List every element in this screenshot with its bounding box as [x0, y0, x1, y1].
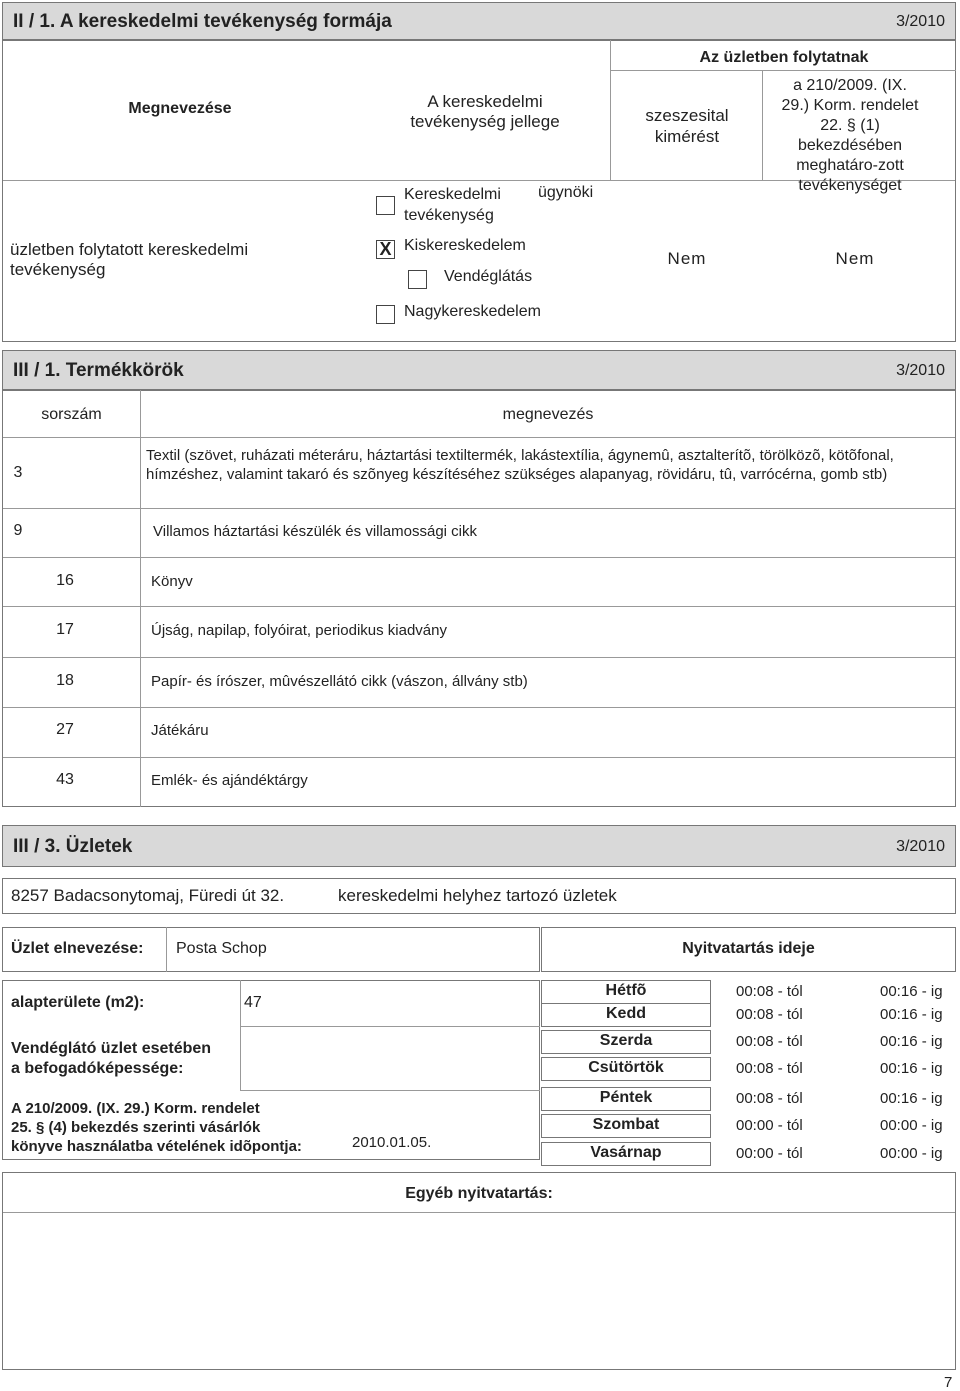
book-date: 2010.01.05. — [352, 1134, 432, 1151]
checkbox-commercial-agent[interactable] — [376, 196, 395, 215]
capacity-label: a befogadóképessége: — [11, 1060, 184, 1077]
hours-from: 00:08 - tól — [736, 1033, 803, 1050]
option-label-wholesale: Nagykereskedelem — [404, 303, 541, 320]
row-text: Játékáru — [151, 722, 209, 739]
row-text: Villamos háztartási készülék és villamossági cikk — [153, 523, 478, 540]
hours-day: Kedd — [606, 1005, 646, 1022]
section-header-product-groups — [2, 350, 956, 390]
header-name: Megnevezése — [128, 100, 232, 117]
hours-title: Nyitvatartás ideje — [682, 940, 815, 957]
hours-from: 00:08 - tól — [736, 1090, 803, 1107]
header-character: A kereskedelmi tevékenység jellege — [410, 92, 560, 131]
shop-name-label: Üzlet elnevezése: — [11, 940, 144, 957]
checkbox-hospitality[interactable] — [408, 270, 427, 289]
row-text: Textil (szövet, ruházati méteráru, háztartási textiltermék, lakástextília, ágynemû, asztalterítõ, törölközõ, kötõfonal, hímzéshez, valamint takaró és szõnyeg készítéséhez szükséges alapanyag, rövidáru, tû, varrócérna, gomb stb) — [146, 447, 894, 483]
book-label: 25. § (4) bekezdés szerinti vásárlók — [11, 1119, 261, 1136]
hours-from: 00:08 - tól — [736, 1006, 803, 1023]
book-label: könyve használatba vételének idõpontja: — [11, 1138, 302, 1155]
other-hours-label: Egyéb nyitvatartás: — [405, 1185, 553, 1202]
hours-day: Szerda — [599, 1032, 653, 1049]
section-year: 3/2010 — [896, 13, 945, 30]
hours-to: 00:16 - ig — [880, 983, 943, 1000]
section-title: III / 1. Termékkörök — [13, 360, 184, 381]
row-label-shop-activity: üzletben folytatott kereskedelmi tevékenység — [10, 240, 249, 279]
hours-from: 00:00 - tól — [736, 1117, 803, 1134]
hours-to: 00:16 - ig — [880, 1033, 943, 1050]
section-header-activity-form — [2, 2, 956, 40]
section-year: 3/2010 — [896, 838, 945, 855]
hours-day: Vasárnap — [590, 1144, 662, 1161]
option-suffix-agent: ügynöki — [538, 184, 594, 201]
header-shop-carried-out: Az üzletben folytatnak — [699, 49, 869, 66]
section-title: III / 3. Üzletek — [13, 836, 133, 857]
row-number: 17 — [56, 621, 74, 638]
area-value: 47 — [244, 994, 262, 1011]
decree-value: Nem — [835, 249, 875, 268]
header-alcohol: szeszesital kimérést — [645, 106, 729, 146]
row-text: Könyv — [151, 573, 193, 590]
hours-from: 00:08 - tól — [736, 983, 803, 1000]
hours-day: Csütörtök — [588, 1059, 664, 1076]
row-text: Újság, napilap, folyóirat, periodikus kiadvány — [151, 622, 447, 639]
row-number: 16 — [56, 572, 74, 589]
row-number: 43 — [56, 771, 74, 788]
row-number: 3 — [13, 464, 23, 481]
row-number: 27 — [56, 721, 74, 738]
hours-to: 00:16 - ig — [880, 1060, 943, 1077]
area-label: alapterülete (m2): — [11, 994, 145, 1011]
row-text: Emlék- és ajándéktárgy — [151, 772, 308, 789]
row-number: 18 — [56, 672, 74, 689]
shop-address-suffix: kereskedelmi helyhez tartozó üzletek — [338, 886, 617, 905]
option-label-hospitality: Vendéglátás — [444, 268, 533, 285]
hours-to: 00:00 - ig — [880, 1145, 943, 1162]
capacity-label: Vendéglátó üzlet esetében — [11, 1040, 212, 1057]
hours-to: 00:16 - ig — [880, 1090, 943, 1107]
col-header-name: megnevezés — [502, 406, 594, 423]
row-text: Papír- és írószer, mûvészellátó cikk (vászon, állvány stb) — [151, 673, 528, 690]
checkbox-retail[interactable]: X — [376, 240, 395, 259]
row-number: 9 — [13, 522, 23, 539]
option-label-retail: Kiskereskedelem — [404, 237, 526, 254]
header-decree-activity: a 210/2009. (IX. 29.) Korm. rendelet 22. § (1) bekezdésében meghatáro-zott tevékenységet — [781, 77, 919, 194]
checkbox-wholesale[interactable] — [376, 305, 395, 324]
option-label-commercial: Kereskedelmi tevékenység — [404, 186, 501, 224]
hours-from: 00:00 - tól — [736, 1145, 803, 1162]
hours-day: Hétfõ — [605, 982, 647, 999]
alcohol-value: Nem — [667, 249, 707, 268]
shop-address: 8257 Badacsonytomaj, Füredi út 32. — [11, 886, 285, 905]
hours-to: 00:00 - ig — [880, 1117, 943, 1134]
section-title: II / 1. A kereskedelmi tevékenység formája — [13, 11, 392, 32]
page-number: 7 — [944, 1374, 953, 1391]
book-label: A 210/2009. (IX. 29.) Korm. rendelet — [11, 1100, 260, 1117]
section-year: 3/2010 — [896, 362, 945, 379]
hours-day: Péntek — [599, 1089, 653, 1106]
col-header-number: sorszám — [41, 406, 102, 423]
section-header-shops — [2, 825, 956, 867]
hours-from: 00:08 - tól — [736, 1060, 803, 1077]
hours-day: Szombat — [592, 1116, 660, 1133]
shop-name: Posta Schop — [176, 940, 267, 957]
hours-to: 00:16 - ig — [880, 1006, 943, 1023]
